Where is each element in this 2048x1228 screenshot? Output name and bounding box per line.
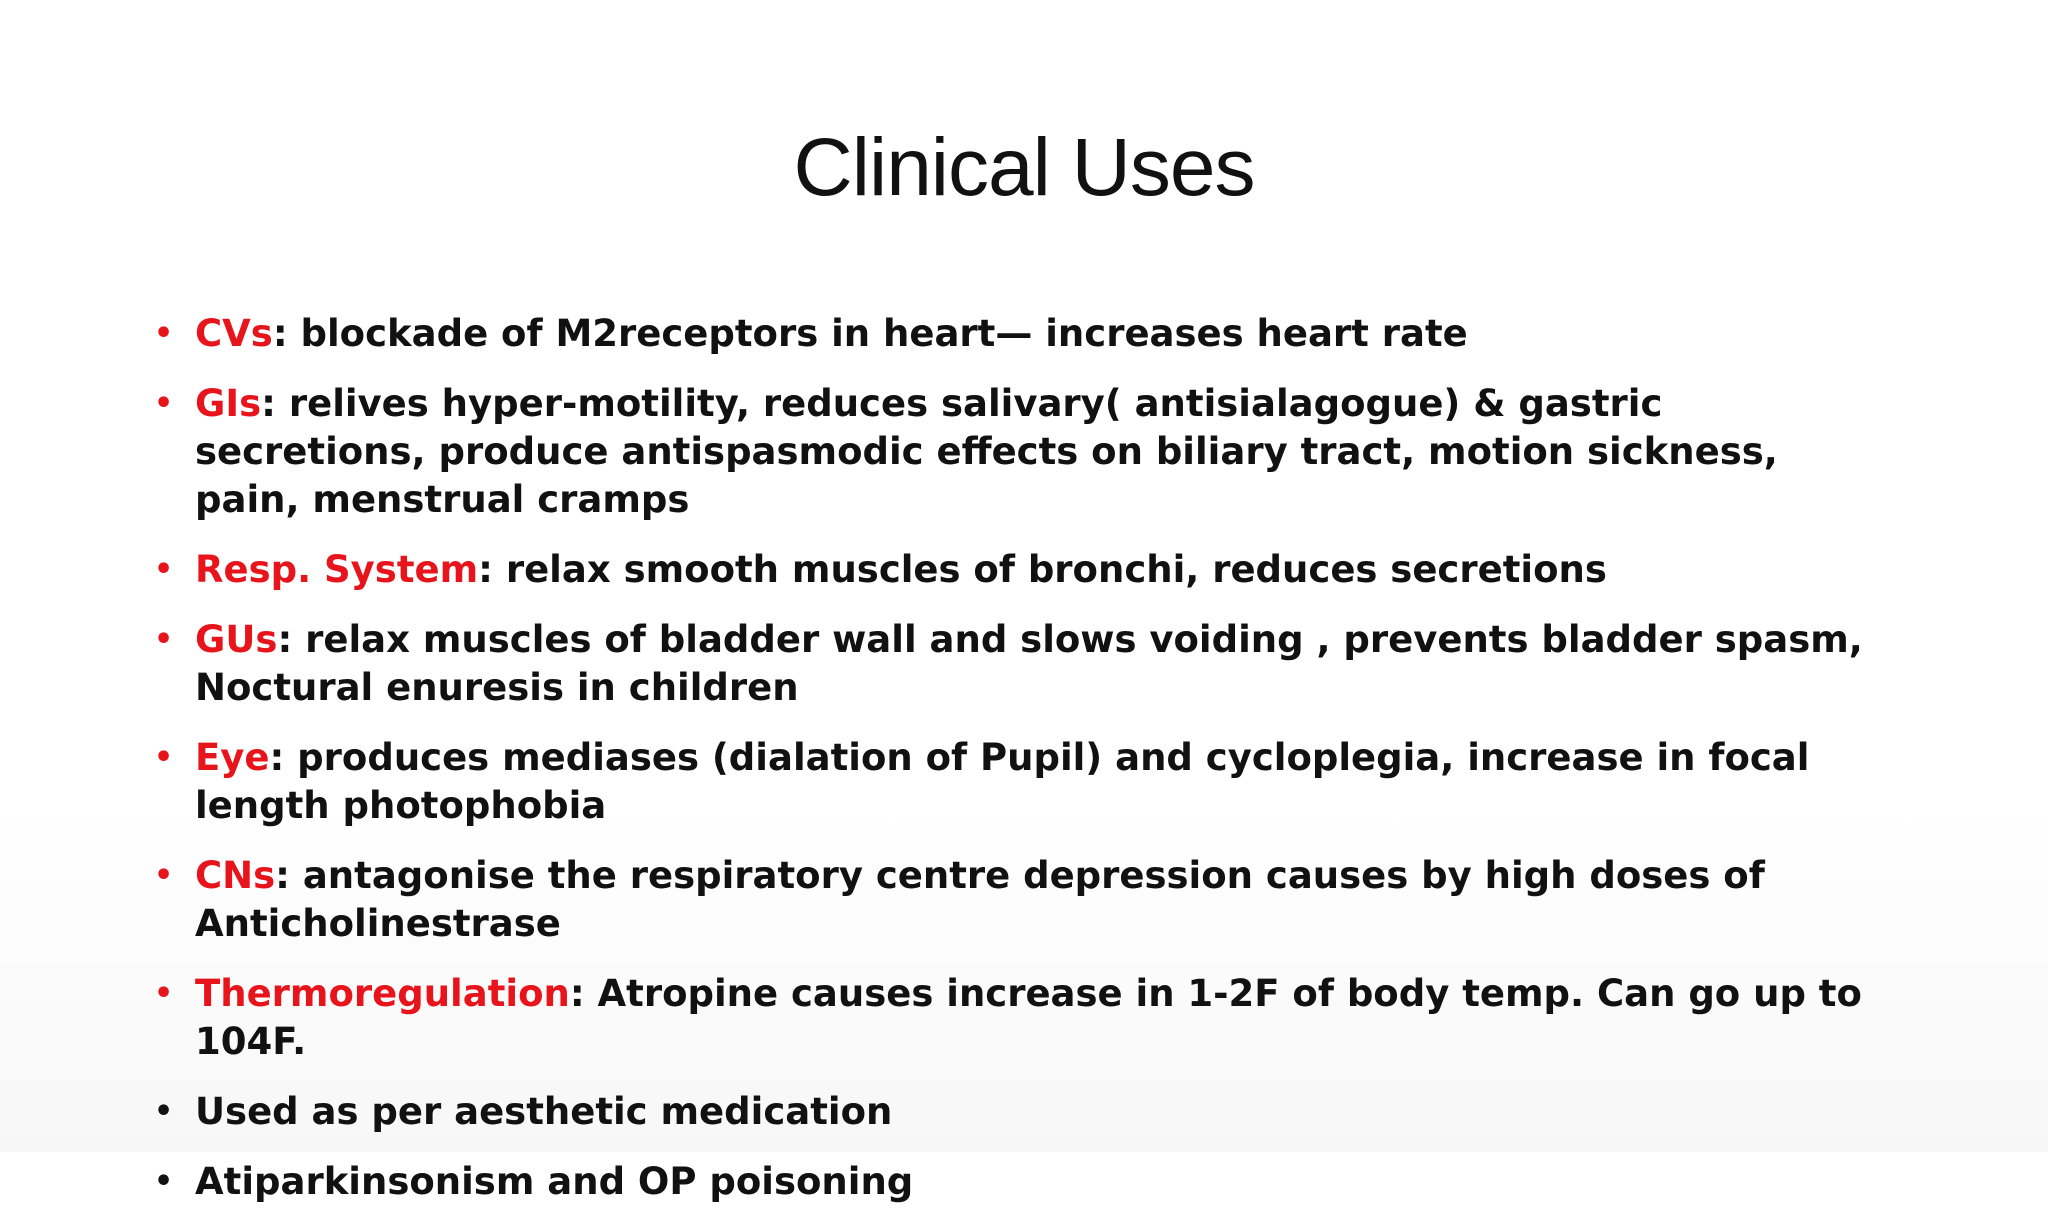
bullet-term: Thermoregulation bbox=[195, 972, 570, 1015]
bullet-dot-icon: • bbox=[154, 858, 174, 893]
bullet-term: CVs bbox=[195, 312, 273, 355]
bullet-term: GUs bbox=[195, 618, 278, 661]
bullet-term: Resp. System bbox=[195, 548, 479, 591]
bullet-item bbox=[150, 852, 1870, 948]
bullet-item bbox=[150, 546, 1870, 594]
bullet-item bbox=[150, 380, 1870, 524]
bullet-text: : antagonise the respiratory centre depression causes by high doses of Anticholinestrase bbox=[195, 854, 1765, 945]
bullet-item bbox=[150, 616, 1870, 712]
slide-title: Clinical Uses bbox=[793, 122, 1255, 213]
bullet-item bbox=[150, 970, 1870, 1066]
bullet-text: Atiparkinsonism and OP poisoning bbox=[195, 1160, 914, 1203]
bullet-dot-icon: • bbox=[154, 740, 174, 775]
bullet-item bbox=[150, 1158, 1870, 1206]
bullet-dot-icon: • bbox=[154, 552, 174, 587]
bullet-dot-icon: • bbox=[154, 1164, 174, 1199]
bullet-dot-icon: • bbox=[154, 386, 174, 421]
bullet-text: : Atropine causes increase in 1-2F of body temp. Can go up to 104F. bbox=[195, 972, 1862, 1063]
bullet-dot-icon: • bbox=[154, 976, 174, 1011]
bullet-term: Eye bbox=[195, 736, 270, 779]
bullet-text: : relax smooth muscles of bronchi, reduces secretions bbox=[478, 548, 1607, 591]
bullet-list bbox=[150, 310, 1870, 1228]
bullet-dot-icon: • bbox=[154, 622, 174, 657]
bullet-text: : blockade of M2receptors in heart— increases heart rate bbox=[272, 312, 1468, 355]
bullet-text: : produces mediases (dialation of Pupil) and cycloplegia, increase in focal length photophobia bbox=[195, 736, 1810, 827]
bullet-text: : relax muscles of bladder wall and slows voiding , prevents bladder spasm, Noctural enuresis in children bbox=[195, 618, 1863, 709]
bullet-text: Used as per aesthetic medication bbox=[195, 1090, 893, 1133]
bullet-dot-icon: • bbox=[154, 316, 174, 351]
bullet-item bbox=[150, 310, 1870, 358]
bullet-term: CNs bbox=[195, 854, 276, 897]
bullet-text: : relives hyper-motility, reduces salivary( antisialagogue) & gastric secretions, produce antispasmodic effects on biliary tract, motion sickness, pain, menstrual cramps bbox=[195, 382, 1778, 521]
bullet-item bbox=[150, 734, 1870, 830]
bullet-item bbox=[150, 1088, 1870, 1136]
bullet-term: GIs bbox=[195, 382, 262, 425]
bullet-dot-icon: • bbox=[154, 1094, 174, 1129]
